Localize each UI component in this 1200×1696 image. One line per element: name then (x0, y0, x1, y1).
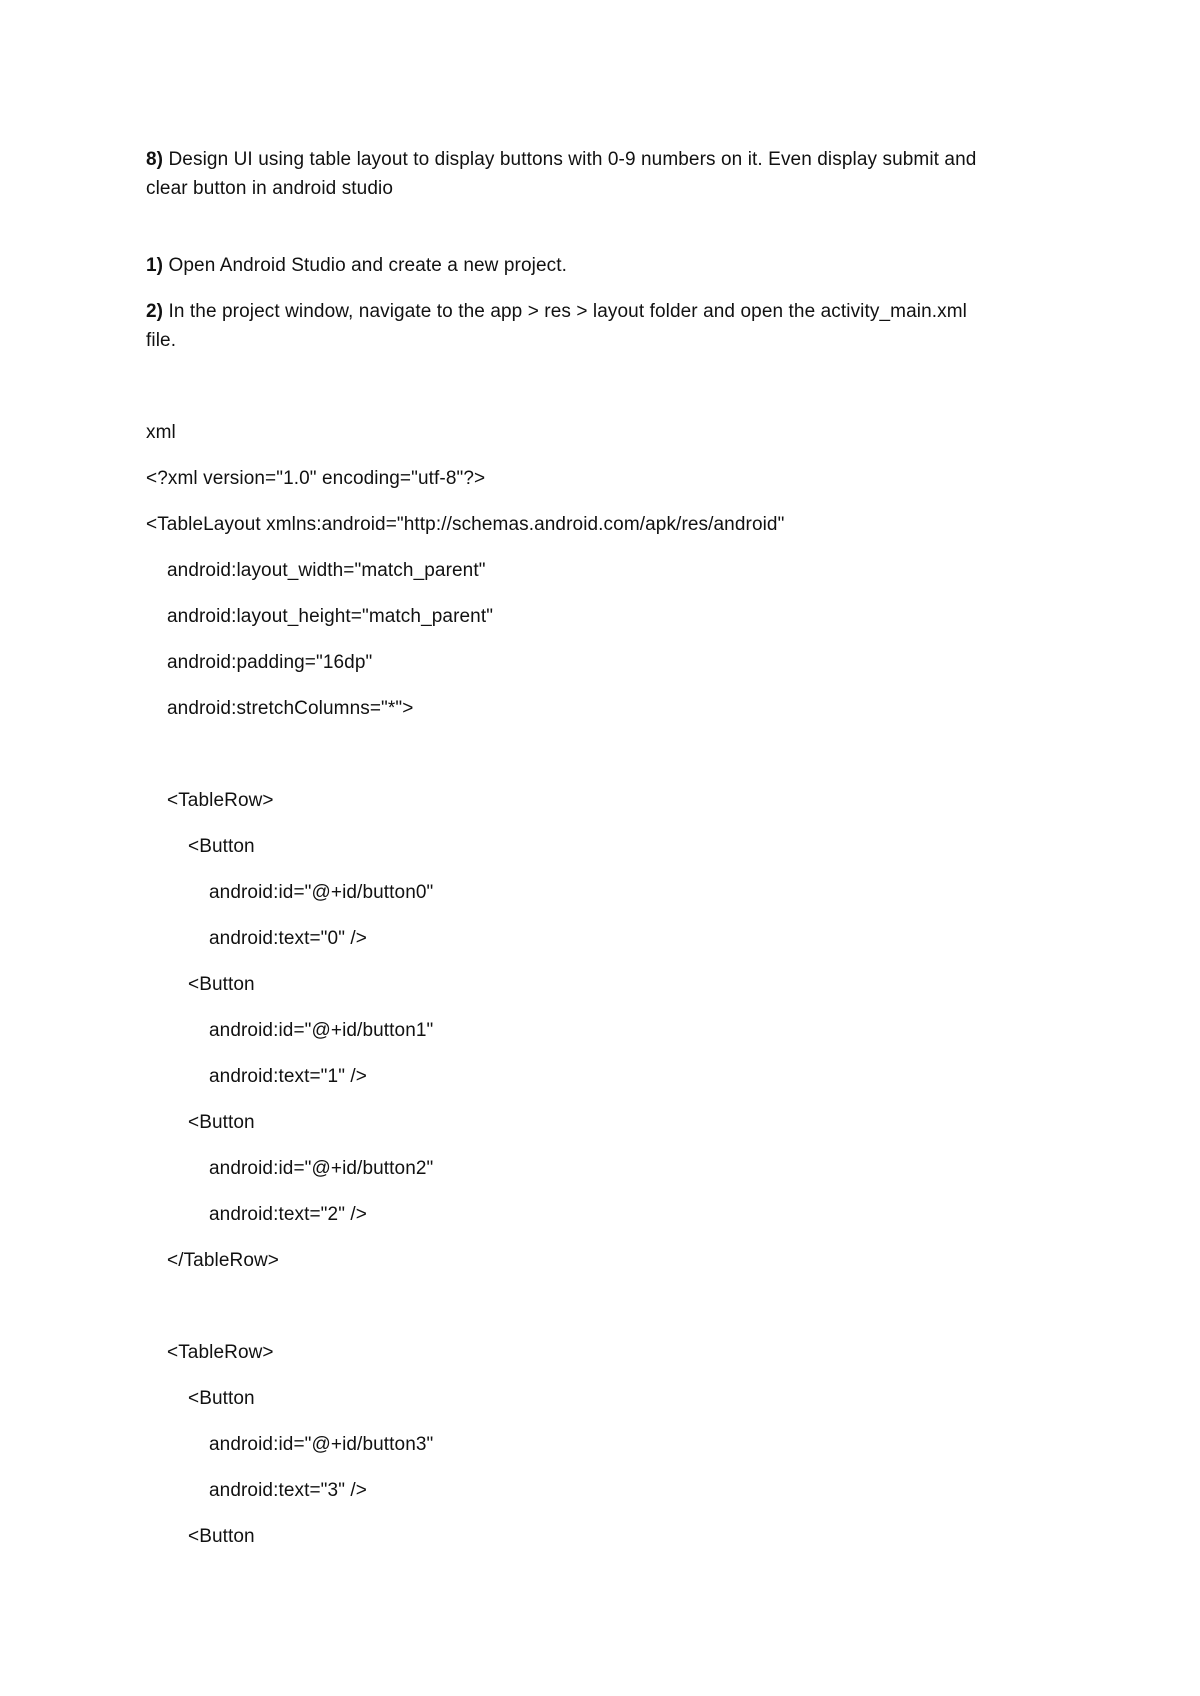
step-1 (146, 252, 567, 280)
step-1-text: Open Android Studio and create a new project. (163, 255, 567, 276)
question-heading-line-1 (146, 146, 976, 174)
code-line: <Button (188, 974, 255, 995)
step-2 (146, 298, 967, 326)
code-line: android:padding="16dp" (167, 652, 373, 673)
code-line: <Button (188, 1526, 255, 1547)
code-line: <Button (188, 1112, 255, 1133)
code-line: </TableRow> (167, 1250, 280, 1271)
code-line: android:text="1" /> (209, 1066, 367, 1087)
code-language-label: xml (146, 422, 176, 443)
code-line: android:layout_width="match_parent" (167, 560, 486, 581)
code-line: android:id="@+id/button3" (209, 1434, 434, 1455)
code-line: android:layout_height="match_parent" (167, 606, 494, 627)
step-2-continuation: file. (146, 330, 177, 351)
code-line: android:text="0" /> (209, 928, 367, 949)
code-line: <?xml version="1.0" encoding="utf-8"?> (146, 468, 486, 489)
step-2-number: 2) (146, 301, 164, 322)
code-line: android:text="3" /> (209, 1480, 367, 1501)
code-line: android:text="2" /> (209, 1204, 367, 1225)
code-line: <TableLayout xmlns:android="http://schemas.android.com/apk/res/android" (146, 514, 785, 535)
code-line: android:stretchColumns="*"> (167, 698, 414, 719)
code-line: android:id="@+id/button1" (209, 1020, 434, 1041)
code-line: android:id="@+id/button0" (209, 882, 434, 903)
question-text: Design UI using table layout to display buttons with 0-9 numbers on it. Even display submit and (163, 149, 977, 170)
question-number: 8) (146, 149, 164, 170)
code-line: <Button (188, 1388, 255, 1409)
code-line: android:id="@+id/button2" (209, 1158, 434, 1179)
step-2-text: In the project window, navigate to the app > res > layout folder and open the activity_main.xml (163, 301, 967, 322)
code-line: <TableRow> (167, 1342, 274, 1363)
code-line: <TableRow> (167, 790, 274, 811)
question-heading-line-2: clear button in android studio (146, 178, 393, 199)
code-line: <Button (188, 836, 255, 857)
step-1-number: 1) (146, 255, 164, 276)
